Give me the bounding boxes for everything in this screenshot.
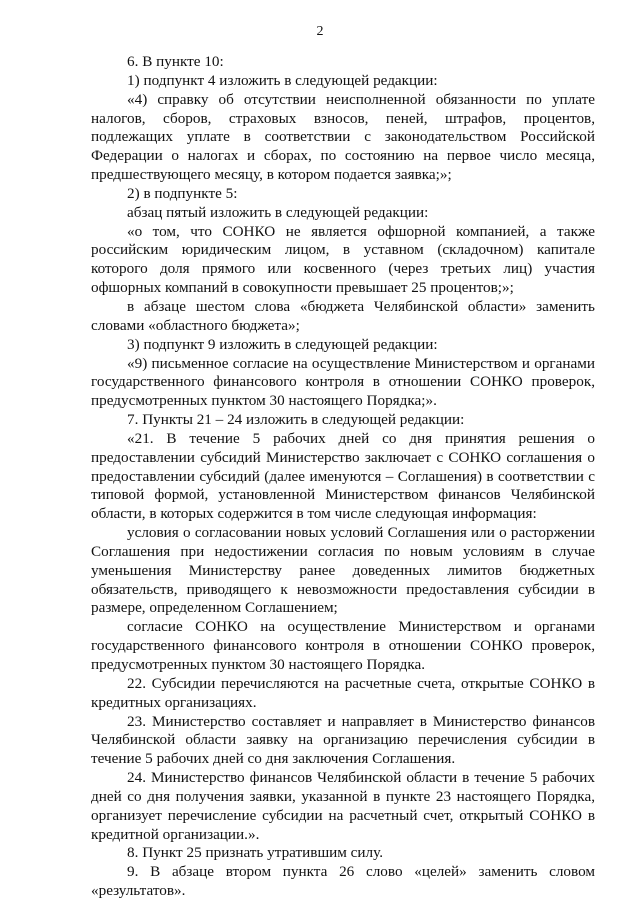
paragraph-subitem-5-text: «о том, что СОНКО не является офшорной компанией, а также российским юридическим лицом, в уставном (складочном) капитале которого доля прямого или косвенного (через третьих лиц) участия офшорных компаний в совокупности превышает 25 процентов;»; xyxy=(91,222,595,297)
paragraph-subitem-9-text: «9) письменное согласие на осуществление Министерством и органами государственного финансового контроля в отношении СОНКО проверок, предусмотренных пунктом 30 настоящего Порядка;». xyxy=(91,354,595,410)
paragraph-21-conditions: условия о согласовании новых условий Соглашения или о расторжении Соглашения при недостижении согласия по новым условиям в случае уменьшения Министерству ранее доведенных лимитов бюджетных обязательств, приводящего к невозможности предоставления субсидии в размере, определенном Соглашением; xyxy=(91,524,595,617)
paragraph-7-heading: 7. Пункты 21 – 24 изложить в следующей редакции: xyxy=(127,411,465,429)
paragraph-23-text: 23. Министерство составляет и направляет в Министерство финансов Челябинской области заявку на организацию перечисления субсидии в течение 5 рабочих дней со дня заключения Соглашения. xyxy=(91,712,595,768)
paragraph-subitem-5-abzac: абзац пятый изложить в следующей редакции: xyxy=(127,203,429,221)
paragraph-24-text: 24. Министерство финансов Челябинской области в течение 5 рабочих дней со дня получения заявки, указанной в пункте 23 настоящего Порядка, организует перечисление субсидии на расчетный счет, открытый СОНКО в кредитной организации.». xyxy=(91,769,595,843)
paragraph-22-text: 22. Субсидии перечисляются на расчетные счета, открытые СОНКО в кредитных организациях. xyxy=(91,674,595,711)
paragraph-9-text: 9. В абзаце втором пункта 26 слово «целей» заменить словом «результатов». xyxy=(91,863,595,900)
paragraph-21-text: «21. В течение 5 рабочих дней со дня принятия решения о предоставлении субсидий Министерство заключает с СОНКО соглашения о предоставлении субсидий (далее именуются – Соглашения) в соответствии с типовой формой, установленной Министерством финансов Челябинской области, в которых содержится в том числе следующая информация: xyxy=(91,429,595,523)
paragraph-subitem-5-replace: в абзаце шестом слова «бюджета Челябинской области» заменить словами «областного бюджета»; xyxy=(91,297,595,334)
page-number: 2 xyxy=(316,24,324,39)
paragraph-21-consent: согласие СОНКО на осуществление Министерством и органами государственного финансового контроля в отношении СОНКО проверок, предусмотренных пунктом 30 настоящего Порядка. xyxy=(91,618,595,673)
paragraph-8-text: 8. Пункт 25 признать утратившим силу. xyxy=(127,844,383,862)
document-body xyxy=(91,53,595,901)
paragraph-subitem-9-intro: 3) подпункт 9 изложить в следующей редакции: xyxy=(127,335,438,353)
paragraph-subitem-4-text: «4) справку об отсутствии неисполненной обязанности по уплате налогов, сборов, страховых взносов, пеней, штрафов, процентов, подлежащих уплате в соответствии с законодательством Российской Федерации о налогах и сборах, по состоянию на первое число месяца, предшествующего месяцу, в котором подается заявка;»; xyxy=(91,90,595,184)
paragraph-6-heading: 6. В пункте 10: xyxy=(127,53,224,70)
paragraph-subitem-5-intro: 2) в подпункте 5: xyxy=(127,184,238,202)
paragraph-subitem-4-intro: 1) подпункт 4 изложить в следующей редакции: xyxy=(127,71,438,89)
